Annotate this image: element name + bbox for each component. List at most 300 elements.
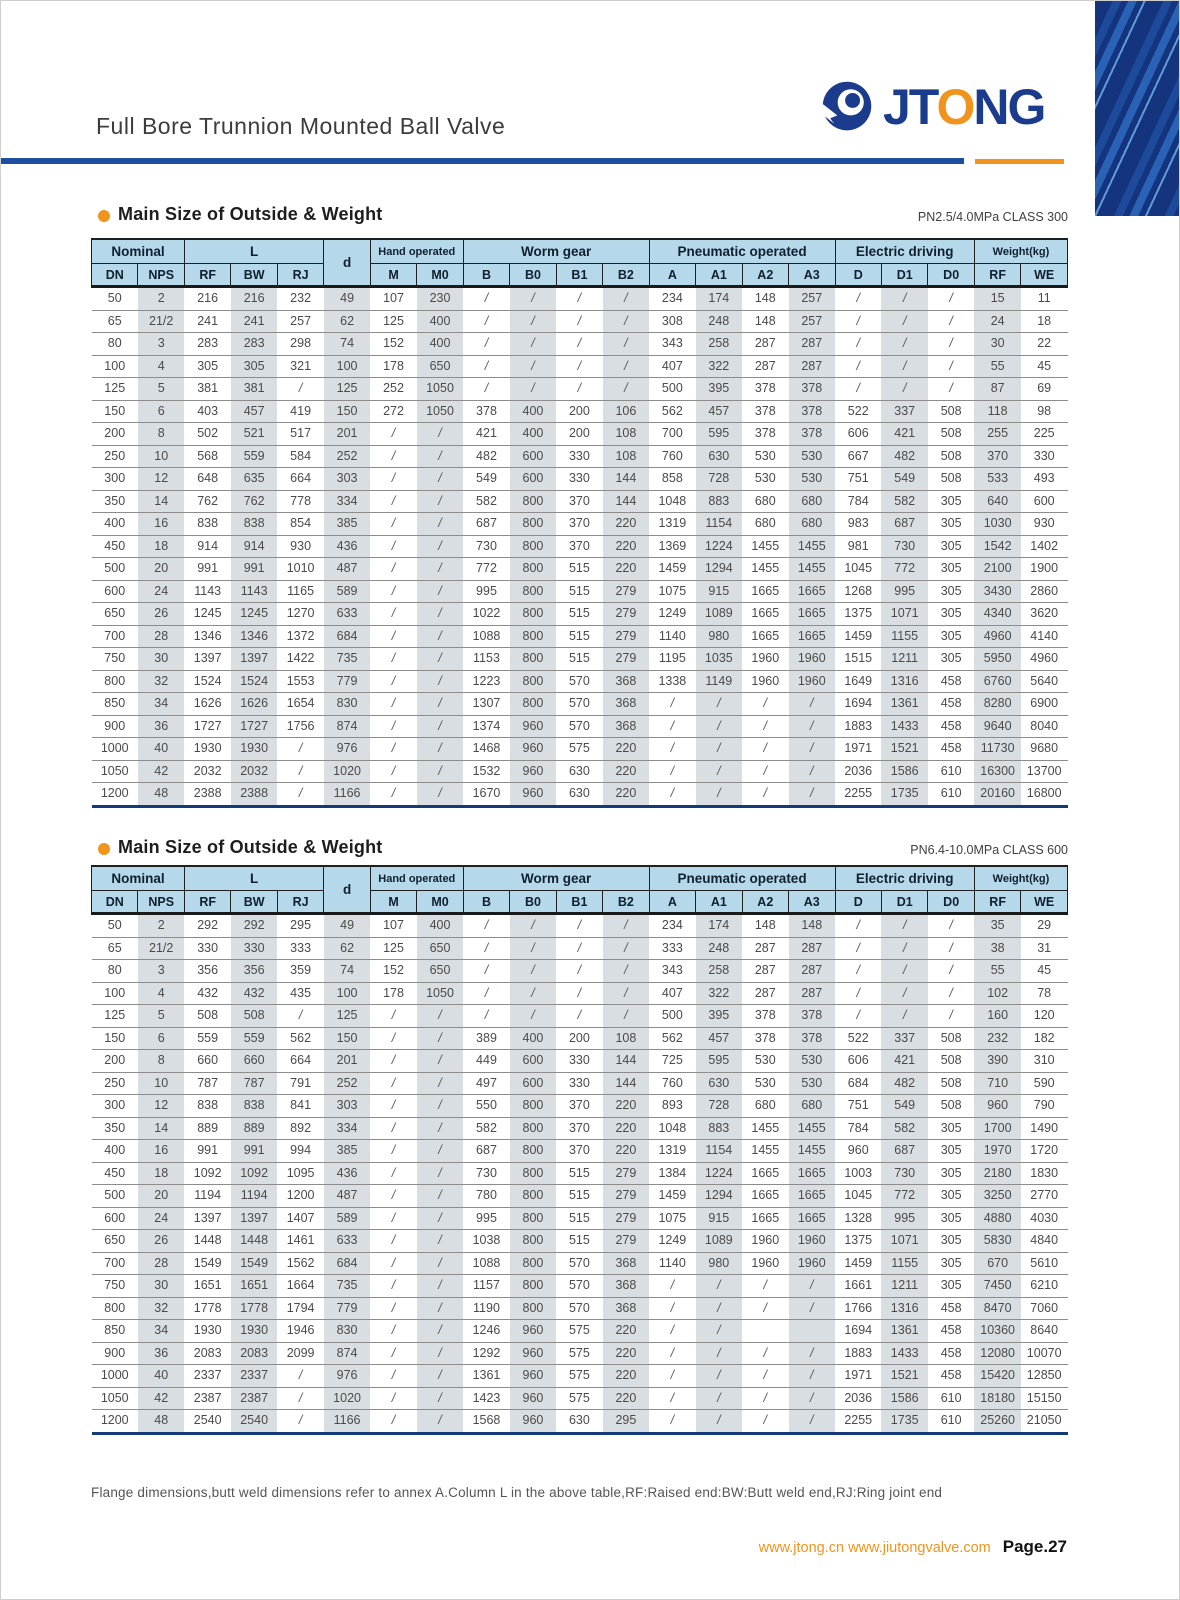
table-cell: 125	[324, 378, 370, 401]
table-cell: 24	[138, 1207, 184, 1230]
table-cell: 28	[138, 1252, 184, 1275]
column-header: DN	[92, 264, 138, 287]
table-cell: 248	[696, 310, 742, 333]
column-header: NPS	[138, 891, 184, 914]
table-cell: 1154	[696, 513, 742, 536]
brand-logo	[819, 79, 1044, 135]
table-cell: 12080	[974, 1342, 1020, 1365]
table-cell: 1154	[696, 1140, 742, 1163]
table-cell: 234	[649, 287, 695, 311]
table-cell: 337	[881, 400, 927, 423]
table-cell: 991	[231, 558, 277, 581]
table-cell: 87	[974, 378, 1020, 401]
table-row	[92, 960, 1068, 983]
table-cell: 144	[603, 1050, 649, 1073]
table-cell: /	[417, 423, 463, 446]
table-cell: 10360	[974, 1320, 1020, 1343]
table-cell: /	[789, 738, 835, 761]
table-cell: /	[417, 1050, 463, 1073]
table-cell: 1249	[649, 603, 695, 626]
table-cell: /	[510, 982, 556, 1005]
table-cell: 930	[1021, 513, 1068, 536]
table-cell: 1307	[463, 693, 509, 716]
table-cell: 1665	[789, 603, 835, 626]
table-cell: 343	[649, 960, 695, 983]
table-cell: 1095	[277, 1162, 323, 1185]
table-cell: 220	[603, 513, 649, 536]
table-cell: 378	[789, 400, 835, 423]
table-cell: 1140	[649, 1252, 695, 1275]
table-cell: 1766	[835, 1297, 881, 1320]
table-cell: /	[463, 333, 509, 356]
table-cell: /	[742, 1342, 788, 1365]
table-cell: 31	[1021, 937, 1068, 960]
table-cell: 6	[138, 1027, 184, 1050]
table-cell: /	[603, 914, 649, 938]
table-cell: /	[649, 1387, 695, 1410]
table-cell: 279	[603, 1162, 649, 1185]
table-cell: 508	[928, 1027, 974, 1050]
table-cell: 279	[603, 1207, 649, 1230]
table-cell: 108	[603, 1027, 649, 1050]
table-cell: /	[928, 287, 974, 311]
table-cell: 400	[92, 513, 138, 536]
table-cell: /	[277, 378, 323, 401]
table-cell: 220	[603, 738, 649, 761]
table-cell: 500	[92, 1185, 138, 1208]
column-header: WE	[1021, 891, 1068, 914]
column-group-header: Weight(kg)	[974, 866, 1067, 891]
table-cell: 458	[928, 1297, 974, 1320]
table-cell: 784	[835, 1117, 881, 1140]
table-cell: /	[649, 1410, 695, 1434]
table-cell: 858	[649, 468, 695, 491]
table-cell: 279	[603, 580, 649, 603]
table-cell: 600	[510, 1050, 556, 1073]
table-cell: /	[835, 982, 881, 1005]
table-cell: 1883	[835, 1342, 881, 1365]
table-cell: 257	[789, 287, 835, 311]
table-cell: 2083	[231, 1342, 277, 1365]
table-cell: 2032	[231, 760, 277, 783]
table-cell: 1455	[789, 558, 835, 581]
table-cell: 450	[92, 535, 138, 558]
table-cell: 385	[324, 513, 370, 536]
table-cell: 1665	[742, 580, 788, 603]
table-cell: 62	[324, 310, 370, 333]
table-cell: /	[696, 760, 742, 783]
table-cell: 40	[138, 738, 184, 761]
table-cell: 830	[324, 1320, 370, 1343]
table-cell: 100	[92, 982, 138, 1005]
table-cell: /	[417, 1252, 463, 1275]
table-cell: 2036	[835, 760, 881, 783]
table-cell: 252	[324, 1072, 370, 1095]
column-header: A1	[696, 264, 742, 287]
table-cell: 10070	[1021, 1342, 1068, 1365]
column-group-header: Pneumatic operated	[649, 239, 835, 264]
table-cell: /	[417, 648, 463, 671]
table-cell: 36	[138, 715, 184, 738]
table-cell: 295	[277, 914, 323, 938]
table-row	[92, 445, 1068, 468]
table-cell: 38	[974, 937, 1020, 960]
table-cell: 600	[1021, 490, 1068, 513]
column-header: M	[370, 264, 416, 287]
table-cell: 8280	[974, 693, 1020, 716]
table-cell: 522	[835, 1027, 881, 1050]
table-cell: 610	[928, 1410, 974, 1434]
table-cell: 25260	[974, 1410, 1020, 1434]
table-cell: 800	[510, 1252, 556, 1275]
table-cell: /	[835, 960, 881, 983]
table-cell: 18180	[974, 1387, 1020, 1410]
table-cell: /	[742, 1365, 788, 1388]
table-cell: 80	[92, 960, 138, 983]
table-cell: /	[928, 310, 974, 333]
table-cell: /	[370, 1342, 416, 1365]
column-group-header: Worm gear	[463, 866, 649, 891]
table-cell: 370	[556, 535, 602, 558]
column-header: B0	[510, 891, 556, 914]
table-cell: /	[370, 468, 416, 491]
column-header: NPS	[138, 264, 184, 287]
table-cell: 403	[184, 400, 230, 423]
table-cell: /	[417, 693, 463, 716]
table-cell: 1960	[742, 648, 788, 671]
table-cell: 995	[881, 1207, 927, 1230]
table-cell: 590	[1021, 1072, 1068, 1095]
table-cell: 515	[556, 558, 602, 581]
table-cell: 1778	[231, 1297, 277, 1320]
table-cell: 800	[510, 693, 556, 716]
table-cell: /	[928, 982, 974, 1005]
table-cell: 1316	[881, 670, 927, 693]
table-cell: 635	[231, 468, 277, 491]
table-cell: /	[696, 1297, 742, 1320]
table-cell: 368	[603, 715, 649, 738]
table-cell: 680	[789, 1095, 835, 1118]
table-cell: 45	[1021, 960, 1068, 983]
table-cell: 606	[835, 1050, 881, 1073]
table-cell: 994	[277, 1140, 323, 1163]
table-cell: /	[370, 1275, 416, 1298]
table-cell: 8	[138, 423, 184, 446]
table-cell: 62	[324, 937, 370, 960]
table-cell: 800	[510, 1162, 556, 1185]
column-header: RJ	[277, 891, 323, 914]
table-cell: 779	[324, 1297, 370, 1320]
table-cell: 220	[603, 1365, 649, 1388]
table-cell: /	[928, 1005, 974, 1028]
table-cell: 421	[881, 1050, 927, 1073]
table-row	[92, 783, 1068, 807]
table-cell: 1883	[835, 715, 881, 738]
orange-bullet-icon	[98, 210, 110, 222]
table-cell: 20	[138, 558, 184, 581]
table-cell: 787	[184, 1072, 230, 1095]
table-cell: 2770	[1021, 1185, 1068, 1208]
table-cell: 350	[92, 1117, 138, 1140]
table-cell: 287	[742, 333, 788, 356]
table-cell: /	[463, 937, 509, 960]
table-cell: 55	[974, 355, 1020, 378]
table-cell: /	[835, 310, 881, 333]
table-row	[92, 914, 1068, 938]
table-cell: /	[881, 355, 927, 378]
table-cell: 914	[231, 535, 277, 558]
table-cell: 889	[184, 1117, 230, 1140]
table-cell: 515	[556, 1207, 602, 1230]
table-cell: 305	[928, 1117, 974, 1140]
table-cell: 1375	[835, 603, 881, 626]
table-row	[92, 1230, 1068, 1253]
table-cell: 960	[510, 783, 556, 807]
table-cell: 15420	[974, 1365, 1020, 1388]
table-cell: 1756	[277, 715, 323, 738]
table-cell: 283	[184, 333, 230, 356]
table-cell: 65	[92, 937, 138, 960]
table-cell: /	[696, 738, 742, 761]
table-row	[92, 580, 1068, 603]
table-cell: 650	[417, 937, 463, 960]
table-row	[92, 378, 1068, 401]
table-cell: 216	[184, 287, 230, 311]
table-cell: 850	[92, 1320, 138, 1343]
table-cell: 1459	[835, 1252, 881, 1275]
table-cell: /	[603, 1005, 649, 1028]
table-cell: 370	[974, 445, 1020, 468]
table-cell: 378	[789, 378, 835, 401]
table-cell: 21/2	[138, 310, 184, 333]
table-cell: 1319	[649, 513, 695, 536]
table-cell: 330	[231, 937, 277, 960]
table-cell: /	[510, 960, 556, 983]
table-cell: 14	[138, 490, 184, 513]
table-cell: 150	[324, 400, 370, 423]
table-cell: 1661	[835, 1275, 881, 1298]
table-cell: 1930	[231, 1320, 277, 1343]
table-cell: 1092	[231, 1162, 277, 1185]
table-cell: 458	[928, 738, 974, 761]
table-cell: 125	[370, 937, 416, 960]
table-cell: 100	[92, 355, 138, 378]
table-cell: 1000	[92, 738, 138, 761]
table-cell: 1649	[835, 670, 881, 693]
table-cell: 570	[556, 693, 602, 716]
table-subheader-row	[92, 891, 1068, 914]
table-cell: 148	[742, 310, 788, 333]
table-cell: /	[742, 1275, 788, 1298]
table-cell: 660	[231, 1050, 277, 1073]
table-cell: /	[417, 1185, 463, 1208]
table-cell: /	[881, 333, 927, 356]
table-cell: /	[463, 960, 509, 983]
table-cell: 1157	[463, 1275, 509, 1298]
table-cell: 4	[138, 355, 184, 378]
table-cell: 144	[603, 468, 649, 491]
table-cell: 225	[1021, 423, 1068, 446]
table-cell: 370	[556, 513, 602, 536]
table-cell: 419	[277, 400, 323, 423]
table-cell: /	[370, 490, 416, 513]
table-cell: 1071	[881, 603, 927, 626]
table-cell: /	[417, 1365, 463, 1388]
column-header: BW	[231, 891, 277, 914]
table-cell: 680	[789, 513, 835, 536]
table-cell: 630	[556, 783, 602, 807]
table-cell: 201	[324, 1050, 370, 1073]
table-cell: 220	[603, 1342, 649, 1365]
table-cell: 1088	[463, 625, 509, 648]
table-cell: 458	[928, 715, 974, 738]
table-cell: 3	[138, 333, 184, 356]
table-cell: 508	[928, 468, 974, 491]
table-cell: 482	[881, 1072, 927, 1095]
footer-urls: www.jtong.cn www.jiutongvalve.com	[758, 1540, 991, 1556]
table-cell: 458	[928, 1365, 974, 1388]
table-cell: /	[881, 914, 927, 938]
table-row	[92, 468, 1068, 491]
table-cell: 800	[510, 490, 556, 513]
table-cell: 330	[184, 937, 230, 960]
table-cell: 960	[510, 760, 556, 783]
table-cell: /	[742, 783, 788, 807]
table-cell: 1048	[649, 1117, 695, 1140]
table-row	[92, 1005, 1068, 1028]
table-cell: 1524	[184, 670, 230, 693]
footnote: Flange dimensions,butt weld dimensions refer to annex A.Column L in the above table,RF:Raised end:BW:Butt weld end,RJ:Ring joint end	[91, 1485, 943, 1500]
table-cell: 1071	[881, 1230, 927, 1253]
table-cell: /	[417, 1095, 463, 1118]
table-cell: 515	[556, 1185, 602, 1208]
table-cell: 1651	[231, 1275, 277, 1298]
table-cell: 368	[603, 670, 649, 693]
table-cell: 1402	[1021, 535, 1068, 558]
table-cell: /	[370, 1140, 416, 1163]
table-cell: 18	[138, 535, 184, 558]
table-cell: /	[417, 1140, 463, 1163]
table-cell: 350	[92, 490, 138, 513]
table-cell: 1294	[696, 1185, 742, 1208]
table-cell: 28	[138, 625, 184, 648]
table-cell: 42	[138, 760, 184, 783]
table-cell: 508	[184, 1005, 230, 1028]
table-cell: 32	[138, 670, 184, 693]
table-cell: 16800	[1021, 783, 1068, 807]
table-cell: 1045	[835, 1185, 881, 1208]
table-cell: 292	[231, 914, 277, 938]
table-cell: 780	[463, 1185, 509, 1208]
table-cell: 220	[603, 1117, 649, 1140]
table-cell: 482	[881, 445, 927, 468]
table-cell: 1045	[835, 558, 881, 581]
table-cell: 2255	[835, 1410, 881, 1434]
table-cell: 21/2	[138, 937, 184, 960]
table-cell: /	[370, 1050, 416, 1073]
table-cell: 508	[928, 1095, 974, 1118]
table-row	[92, 1320, 1068, 1343]
table-cell: 368	[603, 693, 649, 716]
table-cell: 850	[92, 693, 138, 716]
table-cell: /	[370, 1320, 416, 1343]
table-cell: 125	[92, 378, 138, 401]
table-cell: 800	[510, 1185, 556, 1208]
table-cell: 1735	[881, 783, 927, 807]
table-cell: 700	[92, 1252, 138, 1275]
table-cell: 1665	[789, 1162, 835, 1185]
table-cell: 1532	[463, 760, 509, 783]
table-cell: 1249	[649, 1230, 695, 1253]
table-cell: 257	[277, 310, 323, 333]
table-cell: /	[417, 603, 463, 626]
column-header: A	[649, 264, 695, 287]
table-cell: 559	[184, 1027, 230, 1050]
table-cell: 330	[556, 1050, 602, 1073]
table-cell: /	[417, 1387, 463, 1410]
table-cell: 800	[510, 1230, 556, 1253]
table-cell: 100	[324, 355, 370, 378]
table-cell: 12	[138, 1095, 184, 1118]
table-cell: 450	[92, 1162, 138, 1185]
table-cell: 1020	[324, 760, 370, 783]
table-cell: /	[649, 760, 695, 783]
table-cell: 50	[92, 914, 138, 938]
table-cell: 321	[277, 355, 323, 378]
table-cell: /	[510, 310, 556, 333]
table-cell: /	[370, 1207, 416, 1230]
table-cell: 458	[928, 1342, 974, 1365]
table-cell: /	[742, 1410, 788, 1434]
table-cell: 1960	[789, 1230, 835, 1253]
table-cell: 7450	[974, 1275, 1020, 1298]
table-cell: 800	[510, 1095, 556, 1118]
table-cell: 568	[184, 445, 230, 468]
table-cell: 1020	[324, 1387, 370, 1410]
table-cell: 1448	[231, 1230, 277, 1253]
table-cell: /	[881, 310, 927, 333]
table-cell: 106	[603, 400, 649, 423]
table-cell: 378	[742, 1005, 788, 1028]
table-cell: 684	[324, 625, 370, 648]
table-cell: 381	[184, 378, 230, 401]
table-cell: /	[881, 982, 927, 1005]
table-cell: 18	[1021, 310, 1068, 333]
table-cell: /	[556, 982, 602, 1005]
table-cell: /	[649, 1365, 695, 1388]
table-cell: /	[510, 378, 556, 401]
table-cell: 600	[510, 1072, 556, 1095]
table-cell: /	[928, 914, 974, 938]
table-cell: 595	[696, 423, 742, 446]
table-cell: 1455	[789, 1117, 835, 1140]
table-cell: /	[417, 625, 463, 648]
table-cell: 980	[696, 1252, 742, 1275]
table-cell: 1075	[649, 1207, 695, 1230]
table-cell: 42	[138, 1387, 184, 1410]
table-cell: 838	[184, 1095, 230, 1118]
table-row	[92, 648, 1068, 671]
table-cell: 522	[835, 400, 881, 423]
table-cell: 107	[370, 914, 416, 938]
table-cell: 2	[138, 914, 184, 938]
table-cell: 515	[556, 625, 602, 648]
table-cell: 1562	[277, 1252, 323, 1275]
table-cell: 32	[138, 1297, 184, 1320]
table-cell: 800	[510, 603, 556, 626]
table-cell: 589	[324, 1207, 370, 1230]
table-cell: 400	[417, 914, 463, 938]
